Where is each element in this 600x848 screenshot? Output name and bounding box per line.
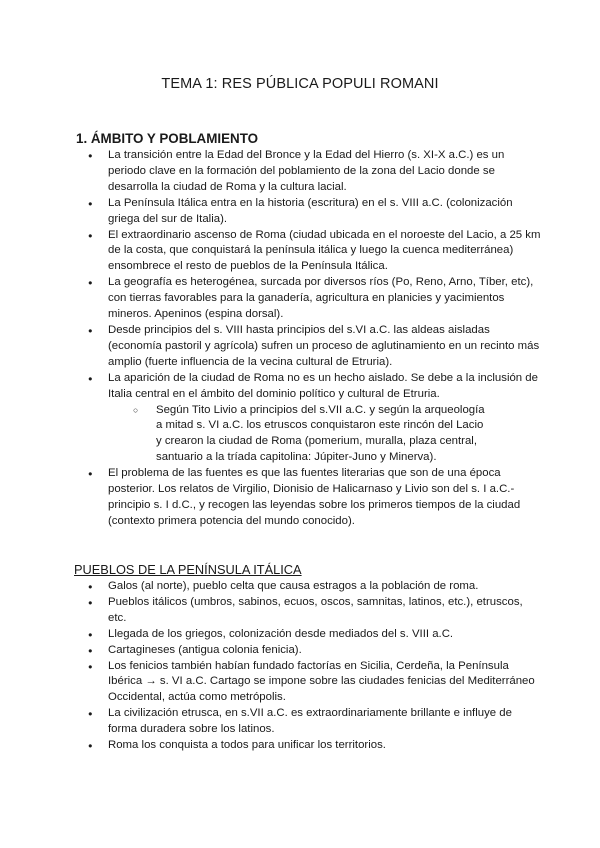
list-item: ● Cartagineses (antigua colonia fenicia). xyxy=(74,643,544,659)
list-item: ● La Península Itálica entra en la historia (escritura) en el s. VIII a.C. (colonización griega del sur de Italia). xyxy=(74,196,544,228)
list-item: ● La transición entre la Edad del Bronce y la Edad del Hierro (s. XI-X a.C.) es un periodo clave en la formación del poblamiento de la zona del Lacio donde se desarrolla la ciudad de Roma y la cultura lacial. xyxy=(74,148,544,196)
bullet-list xyxy=(74,148,544,530)
list-item: ● La aparición de la ciudad de Roma no es un hecho aislado. Se debe a la inclusión de Italia central en el ámbito del dominio político y cultural de Etruria. xyxy=(74,371,544,403)
bullet-list xyxy=(74,579,544,754)
list-item: ● El problema de las fuentes es que las fuentes literarias que son de una época posterior. Los relatos de Virgilio, Dionisio de Halicarnaso y Livio son del s. I a.C.- principio s. I d.C., y recogen las leyendas sobre los primeros tiempos de la ciudad (contexto primera potencia del mundo conocido). xyxy=(74,466,544,530)
page-title: TEMA 1: RES PÚBLICA POPULI ROMANI xyxy=(161,76,439,92)
list-item: ● La geografía es heterogénea, surcada por diversos ríos (Po, Reno, Arno, Tíber, etc), con tierras favorables para la ganadería, agricultura en planicies y yacimientos mineros. Apeninos (espina dorsal). xyxy=(74,275,544,323)
list-item: ● Llegada de los griegos, colonización desde mediados del s. VIII a.C. xyxy=(74,627,544,643)
list-item: ● Galos (al norte), pueblo celta que causa estragos a la población de roma. xyxy=(74,579,544,595)
list-item: ● La civilización etrusca, en s.VII a.C. es extraordinariamente brillante e influye de forma duradera sobre los latinos. xyxy=(74,706,544,738)
section-ambito-poblamiento xyxy=(74,131,544,530)
list-item: ● Desde principios del s. VIII hasta principios del s.VI a.C. las aldeas aisladas (economía pastoril y agrícola) sufren un proceso de aglutinamiento en un recinto más amplio (fuerte influencia de la vecina cultural de Etruria). xyxy=(74,323,544,371)
list-item: ● El extraordinario ascenso de Roma (ciudad ubicada en el noroeste del Lacio, a 25 km de la costa, que conquistará la península itálica y luego la cuenca mediterránea) ensombrece el resto de pueblos de la Península Itálica. xyxy=(74,228,544,276)
sub-list-item: ○ Según Tito Livio a principios del s.VII a.C. y según la arqueología a mitad s. VI a.C. los etruscos conquistaron este rincón del Lacio y crearon la ciudad de Roma (pomerium, muralla, plaza central, santuario a la tríada capitolina: Júpiter-Juno y Minerva). xyxy=(74,403,544,467)
section-heading: PUEBLOS DE LA PENÍNSULA ITÁLICA xyxy=(74,562,302,577)
section-heading: 1. ÁMBITO Y POBLAMIENTO xyxy=(76,131,259,146)
list-item: ● Pueblos itálicos (umbros, sabinos, ecuos, oscos, samnitas, latinos, etc.), etruscos, etc. xyxy=(74,595,544,627)
list-item: ● Roma los conquista a todos para unificar los territorios. xyxy=(74,738,544,754)
list-item: ● Los fenicios también habían fundado factorías en Sicilia, Cerdeña, la Península Ibérica → s. VI a.C. Cartago se impone sobre las ciudades fenicias del Mediterráneo Occidental, actúa como metrópolis. xyxy=(74,659,544,707)
section-pueblos-peninsula xyxy=(74,562,544,754)
